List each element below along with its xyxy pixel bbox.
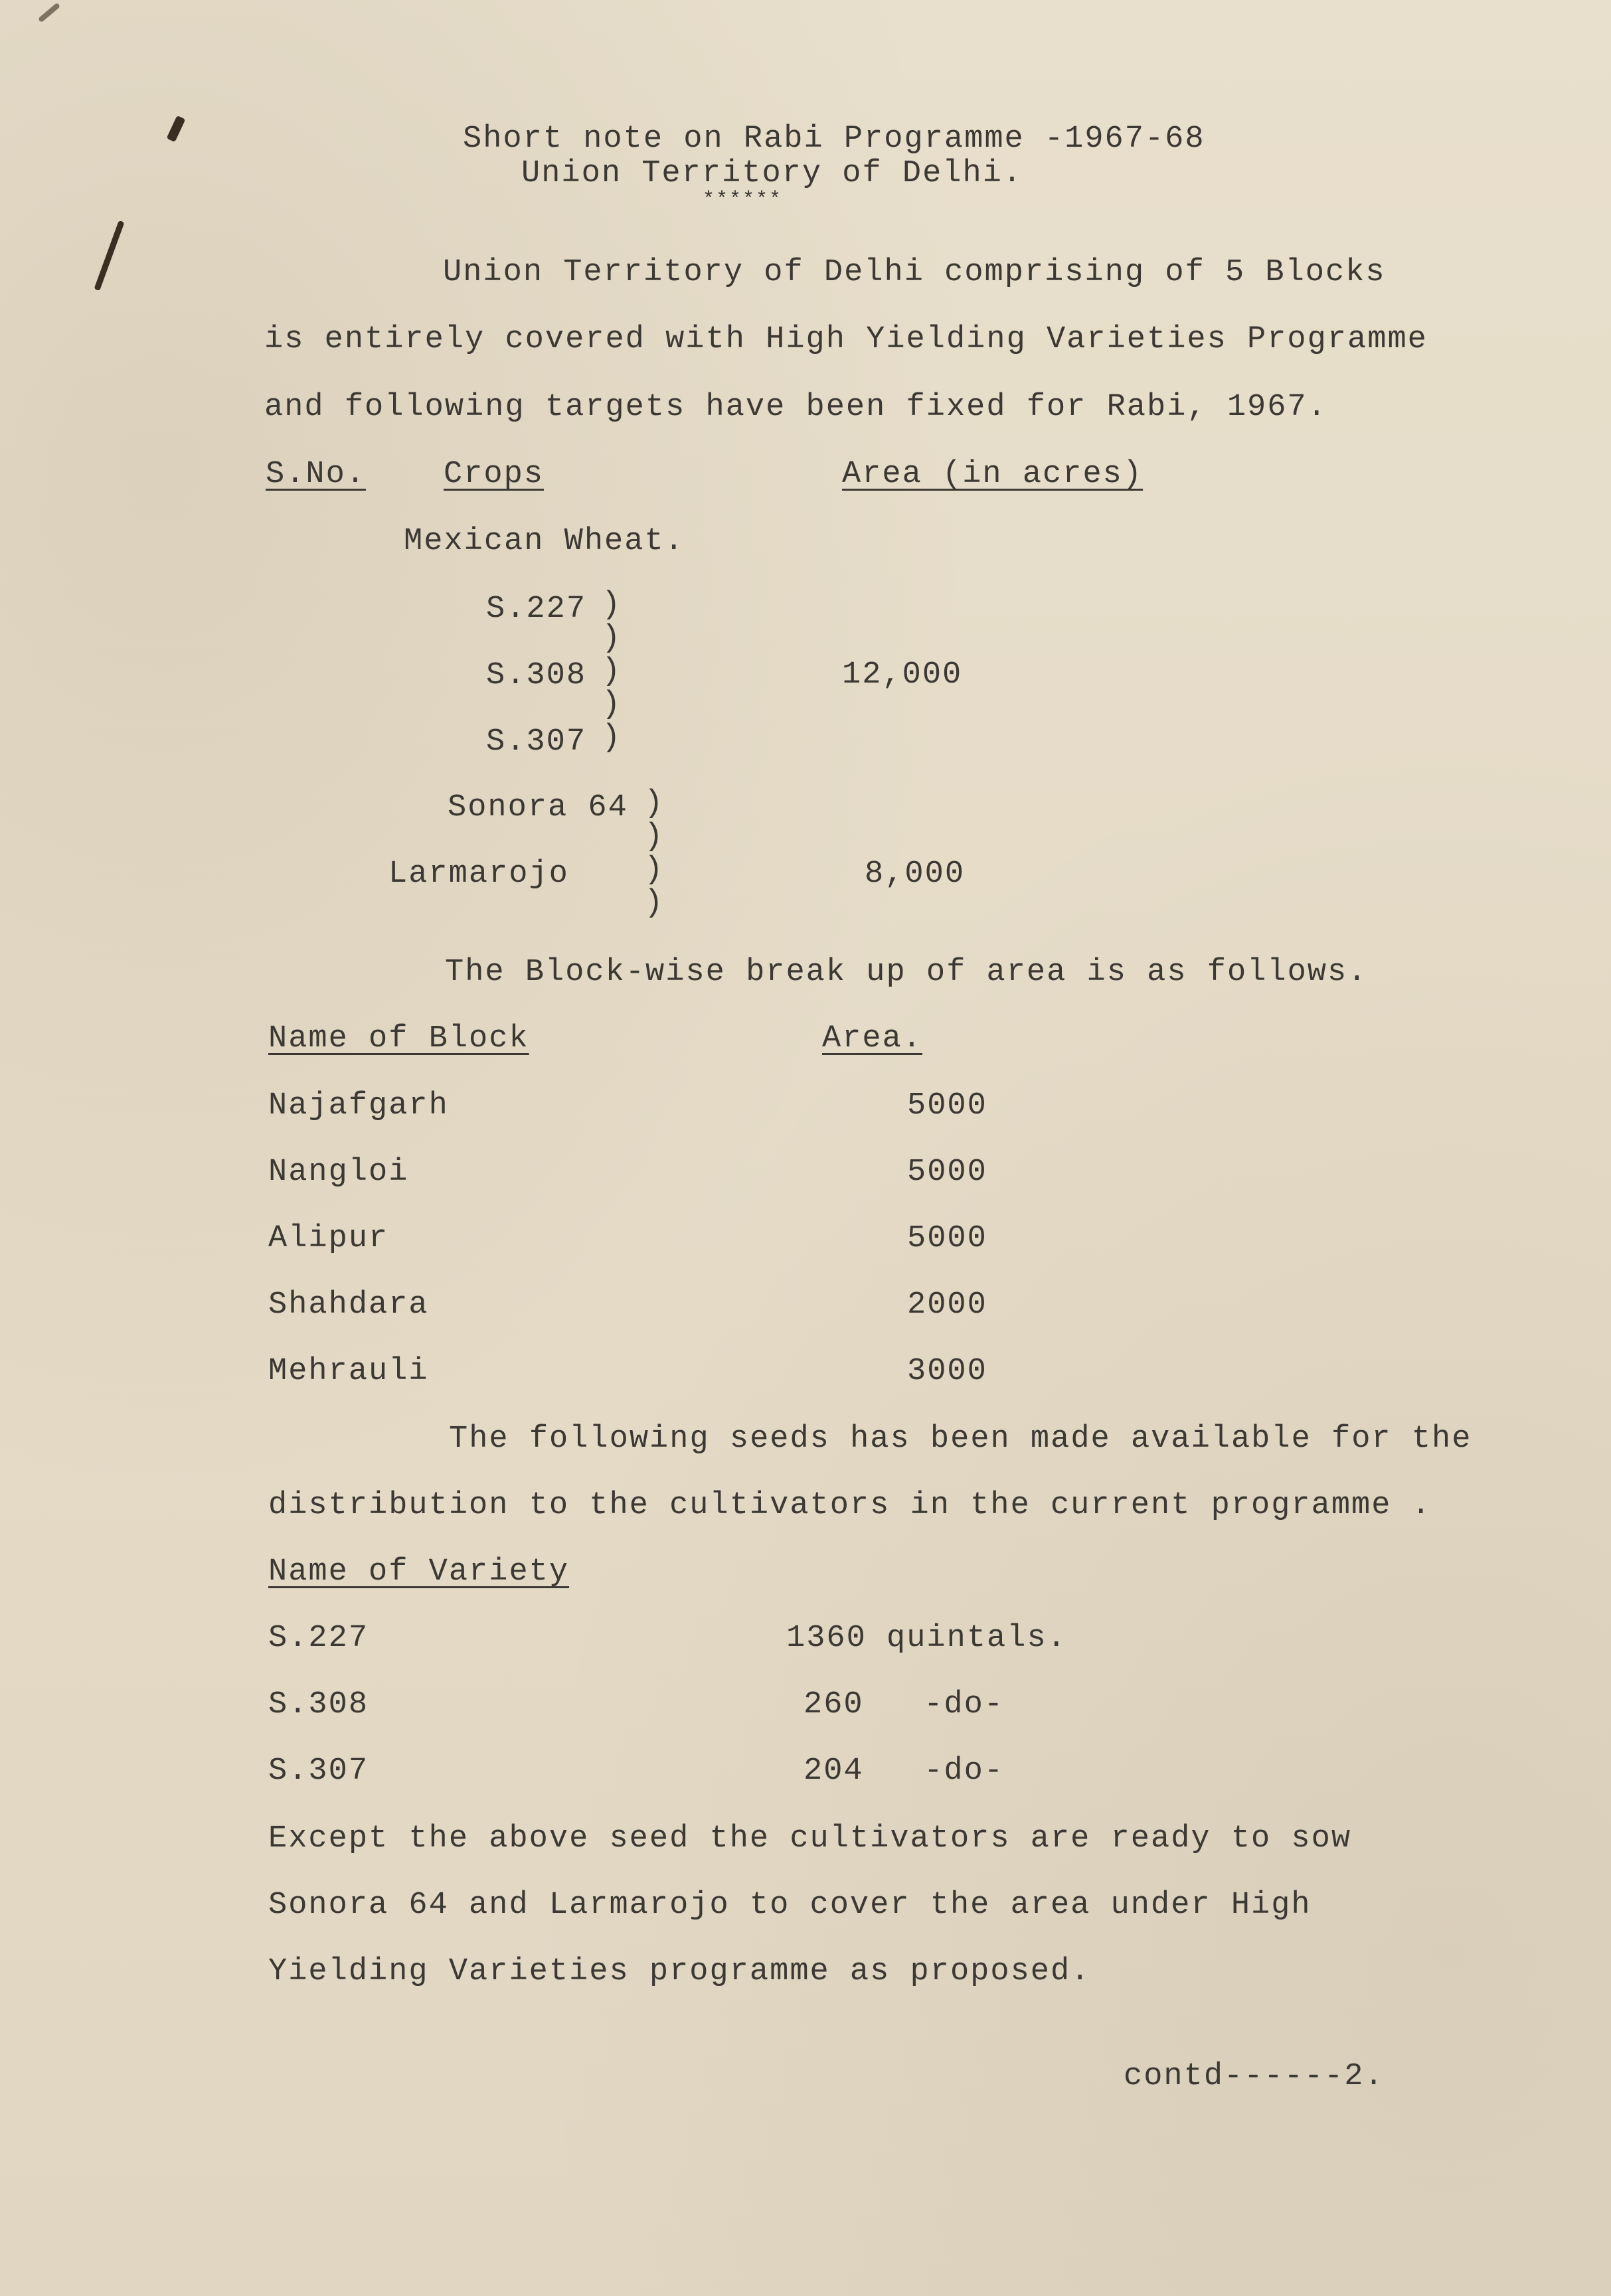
blocks-intro: The Block-wise break up of area is as follows.: [445, 955, 1368, 990]
header-crops: Crops: [444, 457, 545, 492]
block-row-name: Najafgarh: [268, 1088, 449, 1123]
title-line-2: Union Territory of Delhi.: [521, 156, 1023, 191]
header-sno: S.No.: [266, 457, 367, 492]
title-stars: ******: [703, 189, 783, 211]
margin-mark: [167, 116, 186, 142]
crop-sonora-64: Sonora 64: [448, 790, 628, 825]
block-row-name: Shahdara: [268, 1287, 429, 1323]
seed-row-qty: 204 -do-: [804, 1754, 1005, 1789]
crop-larmarojo: Larmarojo: [388, 857, 569, 892]
block-row-area: 5000: [907, 1221, 987, 1256]
header-variety: Name of Variety: [268, 1554, 570, 1590]
seed-row-variety: S.227: [268, 1621, 369, 1656]
margin-mark: [38, 3, 60, 23]
crop-variety-s307: S.307: [486, 724, 587, 760]
closing-line-1: Except the above seed the cultivators are ready to sow: [268, 1821, 1352, 1856]
closing-line-2: Sonora 64 and Larmarojo to cover the area under High: [268, 1888, 1312, 1923]
margin-mark: [94, 220, 124, 291]
block-row-area: 2000: [907, 1287, 987, 1323]
bracket-group-2: ) ) ) ): [644, 786, 663, 921]
area-group-1: 12,000: [842, 657, 963, 693]
crop-variety-s308: S.308: [486, 658, 587, 693]
block-row-area: 5000: [907, 1088, 987, 1123]
intro-line-3: and following targets have been fixed for Rabi, 1967.: [264, 390, 1327, 425]
block-row-area: 3000: [907, 1354, 987, 1389]
header-block-area: Area.: [822, 1021, 923, 1056]
block-row-name: Alipur: [268, 1221, 389, 1256]
seed-row-qty: 260 -do-: [804, 1687, 1005, 1722]
seed-row-qty: 1360 quintals.: [786, 1621, 1067, 1656]
intro-line-1: Union Territory of Delhi comprising of 5 Blocks: [443, 255, 1386, 290]
block-row-area: 5000: [907, 1155, 987, 1190]
intro-line-2: is entirely covered with High Yielding Varieties Programme: [264, 322, 1428, 357]
seeds-intro-line-2: distribution to the cultivators in the current programme .: [268, 1488, 1432, 1523]
seed-row-variety: S.308: [268, 1687, 369, 1722]
bracket-group-1: ) ) ) ) ): [602, 588, 621, 756]
header-block-name: Name of Block: [268, 1021, 529, 1056]
contd-marker: contd------2.: [1124, 2059, 1385, 2094]
block-row-name: Mehrauli: [268, 1354, 429, 1389]
seed-row-variety: S.307: [268, 1754, 369, 1789]
title-line-1: Short note on Rabi Programme -1967-68: [463, 122, 1205, 157]
area-group-2: 8,000: [865, 857, 966, 892]
seeds-intro-line-1: The following seeds has been made available for the: [449, 1422, 1472, 1457]
block-row-name: Nangloi: [268, 1155, 409, 1190]
closing-line-3: Yielding Varieties programme as proposed.: [268, 1954, 1091, 1989]
crop-variety-s227: S.227: [486, 592, 587, 627]
crop-group-mexican-wheat: Mexican Wheat.: [404, 524, 685, 559]
header-area-acres: Area (in acres): [842, 457, 1144, 492]
